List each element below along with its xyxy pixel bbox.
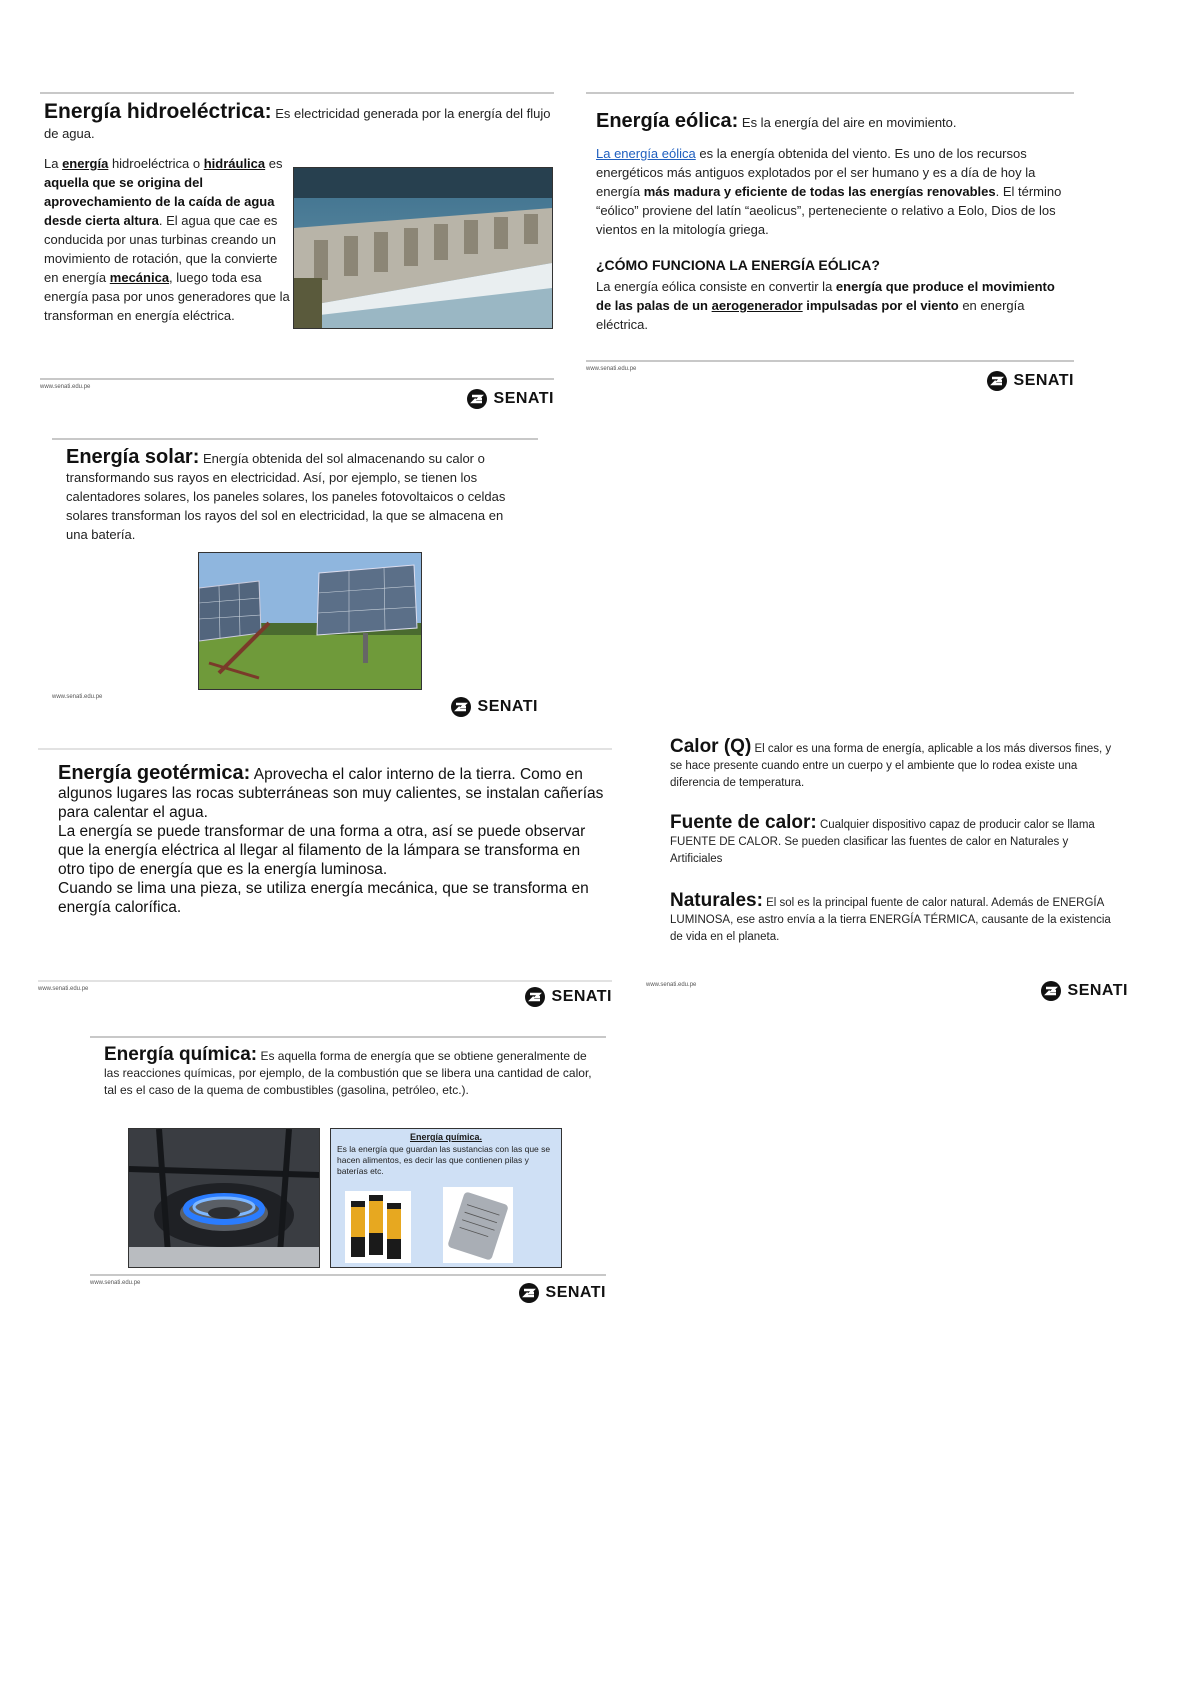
hidro-heading: [44, 102, 554, 144]
solar-panels-illustration: [199, 553, 421, 689]
senati-logo-icon: [986, 370, 1008, 392]
eolica-body: La energía eólica es la energía obtenida del viento. Es uno de los recursos energéticos más antiguos explotados por el ser humano y es a día de hoy la energía más madura y eficiente de todas las energías renovables. El término “eólico” proviene del latín “aeolicus”, perteneciente o relativo a Eolo, Dios de los vientos en la mitología griega.: [596, 146, 1062, 237]
senati-logo: SENATI: [518, 1282, 606, 1304]
slide-bottom-rule: [38, 980, 612, 982]
slide-geotermica: [38, 748, 612, 1008]
geo-title: Energía geotérmica:: [58, 762, 251, 784]
senati-logo-icon: [466, 388, 488, 410]
footer-url: www.senati.edu.pe: [40, 384, 91, 390]
calor-block-2: Fuente de calor: Cualquier dispositivo capaz de producir calor se llama FUENTE DE CALOR. Se pueden clasificar las fuentes de calor en Naturales y Artificiales: [670, 812, 1095, 865]
senati-logo: SENATI: [524, 986, 612, 1008]
hidro-intro: Es electricidad generada por la energía del flujo de agua.: [44, 106, 551, 141]
slide-quimica: [90, 1036, 606, 1304]
eolica-intro: Es la energía del aire en movimiento.: [738, 115, 957, 130]
link-energia-eolica[interactable]: La energía eólica: [596, 146, 696, 161]
fuente-calor-title: Fuente de calor:: [670, 812, 817, 833]
senati-logo-icon: [1040, 980, 1062, 1002]
link-hidraulica[interactable]: hidráulica: [203, 156, 266, 171]
senati-logo-icon: [450, 696, 472, 718]
calor-block-3: Naturales: El sol es la principal fuente de calor natural. Además de ENERGÍA LUMINOSA, ese astro envía a la tierra ENERGÍA TÉRMICA, causante de la existencia de vida en el planeta.: [670, 890, 1111, 943]
eolica-heading: [596, 110, 1066, 133]
quimica-title: Energía química:: [104, 1044, 258, 1065]
footer-url: www.senati.edu.pe: [38, 986, 89, 992]
slide-top-rule: [90, 1036, 606, 1038]
slide-bottom-rule: [586, 360, 1074, 362]
dam-illustration: [294, 168, 552, 328]
footer-url: www.senati.edu.pe: [646, 982, 697, 988]
solar-title: Energía solar:: [66, 446, 200, 468]
senati-logo: SENATI: [466, 388, 554, 410]
hidro-title: Energía hidroeléctrica:: [44, 100, 272, 123]
link-aerogenerador[interactable]: aerogenerador: [711, 298, 803, 313]
calor-block-1: Calor (Q) El calor es una forma de energía, aplicable a los más diversos fines, y se hace presente cuando entre un cuerpo y el ambiente que lo rodea existe una diferencia de temperatura.: [670, 736, 1112, 789]
dam-photo: [293, 167, 553, 329]
solar-body: [66, 448, 516, 544]
slide-bottom-rule: [90, 1274, 606, 1276]
senati-logo: SENATI: [986, 370, 1074, 392]
chemical-energy-box: [330, 1128, 562, 1268]
gas-burner-photo: [128, 1128, 320, 1268]
eolica-title: Energía eólica:: [596, 110, 739, 132]
geo-body: Energía geotérmica: Aprovecha el calor interno de la tierra. Como en algunos lugares las rocas subterráneas son muy calientes, se instalan cañerías para calentar el agua. La energía se puede transformar de una forma a otra, así se puede observar que la energía eléctrica al llegar al filamento de la lámpara se transforma en otro tipo de energía que es la energía luminosa. Cuando se lima una pieza, se utiliza energía mecánica, que se transforma en energía calorífica.: [58, 762, 604, 916]
slide-hidroelectrica: [40, 92, 554, 412]
senati-logo: SENATI: [1040, 980, 1128, 1002]
slide-solar: [52, 438, 538, 720]
link-mecanica[interactable]: mecánica: [109, 270, 170, 285]
link-energia[interactable]: energía: [62, 156, 109, 171]
eolica-body-2: La energía eólica consiste en convertir la energía que produce el movimiento de las palas de un aerogenerador impulsadas por el viento en energía eléctrica.: [596, 279, 1055, 332]
slide-eolica: [586, 92, 1074, 392]
senati-logo-icon: [524, 986, 546, 1008]
slide-bottom-rule: [40, 378, 554, 380]
slide-top-rule: [586, 92, 1074, 94]
box-text: Es la energía que guardan las sustancias con las que se hacen alimentos, es decir las que contienen pilas y baterías etc.: [337, 1144, 551, 1176]
footer-url: www.senati.edu.pe: [90, 1280, 141, 1286]
slide-top-rule: [38, 748, 612, 750]
slide-top-rule: [40, 92, 554, 94]
batteries-illustration: [331, 1187, 561, 1267]
gas-burner-illustration: [129, 1129, 319, 1267]
calor-title: Calor (Q): [670, 736, 752, 757]
senati-logo-icon: [518, 1282, 540, 1304]
solar-panels-photo: [198, 552, 422, 690]
senati-logo: SENATI: [450, 696, 538, 718]
footer-url: www.senati.edu.pe: [52, 694, 103, 700]
footer-url: www.senati.edu.pe: [586, 366, 637, 372]
box-title: Energía química.: [409, 1132, 483, 1142]
quimica-body: Energía química: Es aquella forma de energía que se obtiene generalmente de las reacciones químicas, por ejemplo, de la combustión que se libera una cantidad de calor, tal es el caso de la quema de combustibles (gasolina, petróleo, etc.).: [104, 1044, 592, 1097]
solar-text: Energía obtenida del sol almacenando su calor o transformando sus rayos en electricidad. Así, por ejemplo, se tienen los calentadores solares, los paneles solares, los paneles fotovoltaicos o celdas solares transforman los rayos del sol en electricidad, la que se almacena en una batería.: [66, 451, 506, 542]
slide-calor: [646, 730, 1128, 1002]
slide-top-rule: [52, 438, 538, 440]
naturales-title: Naturales:: [670, 890, 763, 911]
hidro-body: La energía hidroeléctrica o hidráulica es aquella que se origina del aprovechamiento de la caída de agua desde cierta altura. El agua que cae es conducida por unas turbinas creando un movimiento de rotación, que la convierte en energía mecánica, luego toda esa energía pasa por unos generadores que la transforman en energía eléctrica.: [44, 156, 290, 323]
eolica-subtitle: ¿CÓMO FUNCIONA LA ENERGÍA EÓLICA?: [596, 257, 880, 273]
